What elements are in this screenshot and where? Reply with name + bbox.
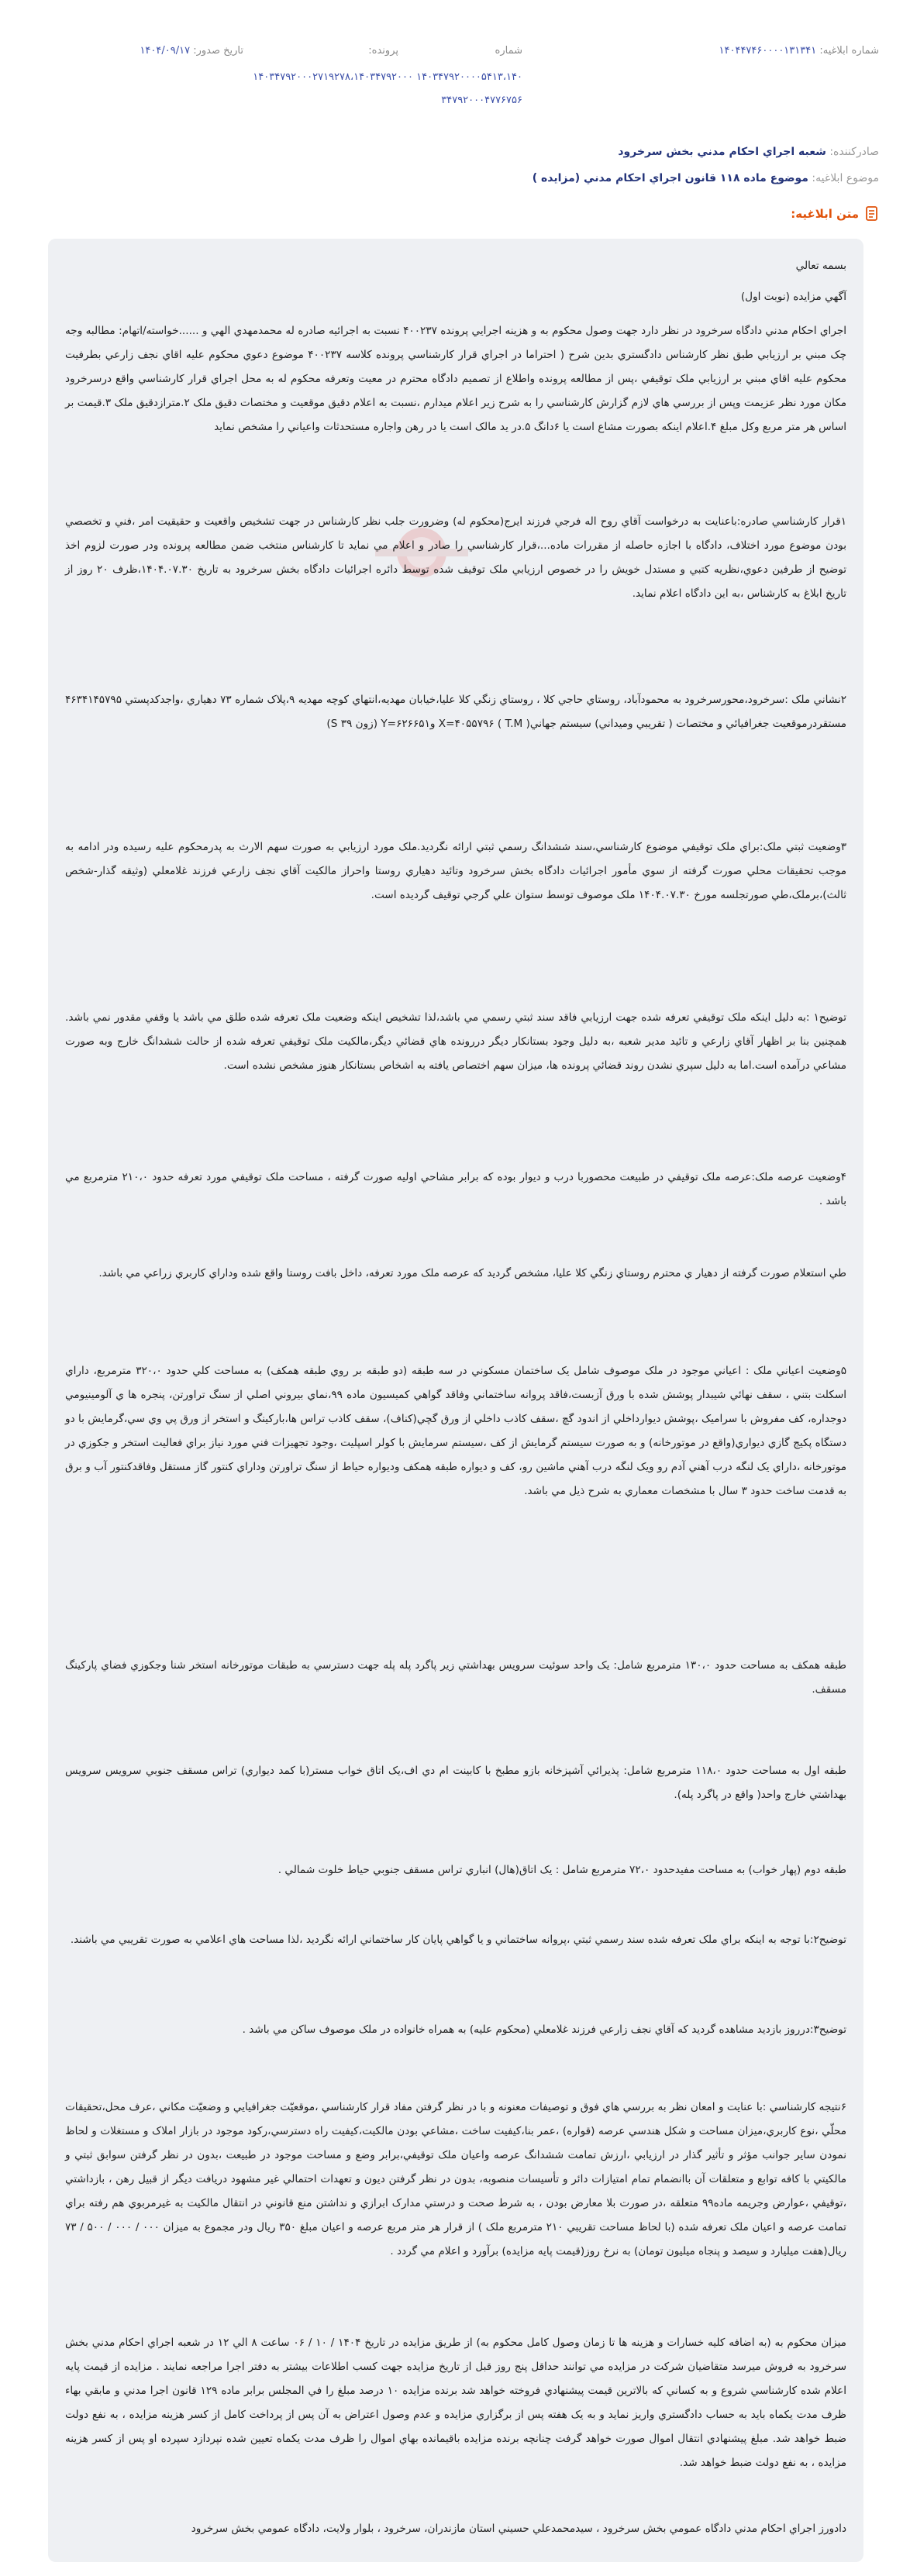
issue-date-label: تاریخ صدور: xyxy=(193,45,243,57)
paragraph-note-3: توضيح۳:درروز بازديد مشاهده گرديد که آقاي نجف زارعي فرزند غلامعلي (محکوم عليه) به همراه خانواده در ملک موصوف ساکن مي باشد . xyxy=(242,2023,846,2036)
file-label: پرونده: xyxy=(368,45,398,57)
issue-date: ۱۴۰۴/۰۹/۱۷ xyxy=(140,45,191,57)
paragraph-expert-result: ۶نتيجه کارشناسي :با عنايت و امعان نظر به بررسي هاي فوق و توصيفات معنونه و با در نظر گرفتن مفاد قرار کارشناسي ،موقعيّت جغرافيايي و وضعيّت مکاني ،عرف محل،تحقيقات محلّي ،نوع کاربري،ميزان مساحت و شکل هندسي عرصه (قواره) ،عمر بنا،کيفيت ساخت ،مشاعي بودن مالکيت،کيفيت راه دسترسي،رکود موجود در بازار املاک و مستغلات و لحاظ نمودن ساير جوانب مؤثر و تأثير گذار در ارزيابي ،ارزش تمامت ششدانگ عرصه واعيان ملک توقيفي،برابر وضع و مساحت موجود در طبيعت ،بدون در نظر گرفتن سوابق ثبتي و مالکيتي با کافه توابع و متعلقات آن باانضمام تمام امتيازات دائر و تأسيسات منصوبه، بدون در نظر گرفتن ديون و تعهدات احتمالي غير مشهود دريافت ديگر از قبيل رهن ، بازداشتي ،توقيفي ،عوارض وجريمه ماده۹۹ متعلقه ،در صورت بلا معارض بودن ، به شرط صحت و درستي مدارک ابرازي و نداشتن منع قانوني در انتقال مالکيت به غيرمربوي هم رفته براي تمامت عرصه و اعيان ملک تعرفه شده (با لحاظ مساحت تقريبي ۲۱۰ مترمربع ملک ) از قرار هر متر مربع عرصه و اعيان مبلغ ۳۵۰ ريال ودر مجموع به ميزان ۰۰۰ / ۰۰۰ / ۵۰۰ / ۷۳ ريال(هفت ميليارد و سيصد و پنجاه ميليون تومان) به نرخ روز(قيمت پايه مزايده) برآورد و اعلام مي گردد . xyxy=(65,2101,846,2257)
notice-body-panel xyxy=(48,239,863,2562)
paragraph-note-2: توضيح۲:با توجه به اينکه براي ملک تعرفه شده سند رسمي ثبتي ،پروانه ساختماني و يا گواهي پايان کار ساختماني ارائه نگرديد ،لذا مساحت هاي اعلامي به صورت تقريبي مي باشند. xyxy=(70,1934,846,1946)
subject-row xyxy=(533,172,879,184)
paragraph-building: ۵وضعيت اعياني ملک : اعياني موجود در ملک موصوف شامل يک ساختمان مسکوني در سه طبقه (دو طبقه بر روي طبقه همکف) به مساحت کلي حدود ۳۲۰،۰ مترمربع، داراي اسکلت بتني ، سقف نهائي شيبدار پوشش شده با ورق آزبست،فاقد پروانه ساختماني وفاقد گواهي کميسيون ماده ۹۹،نماي بيروني اصلي از سنگ تراورتن، پنجره ها ي آلومينيومي دوجداره، کف مفروش با سراميک ،پوشش ديوارداخلي از اندود گچ ،سقف کاذب داخلي از ورق گچي(کناف)، سقف کاذب تراس ها،بارکينگ و استخر از ورق پي وي سي،گرمايش با دو دستگاه پکيج گازي ديواري(واقع در موتورخانه) و به صورت سيستم گرمايش از کف ،سيستم سرمايش با کولر اسپليت ،وجود تجهيزات فني مورد نياز براي فعاليت استخر و جکوزي در موتورخانه ،داراي يک لنگه درب آهني آدم رو ويک لنگه درب آهني ماشين رو، کف و ديواره طبقه همکف وديواره حياط از سنگ تراورتن وداراي کنتور گاز مستقل وفاقدکنتور آب و برق به قدمت ساخت حدود ۳ سال با مشخصات معماري به شرح ذيل مي باشد. xyxy=(65,1365,846,1497)
file-number: ۱۴۰۳۴۷۹۲۰۰۰۲۷۱۹۲۷۸،۱۴۰۳۴۷۹۲۰۰۰ xyxy=(253,71,413,83)
serial-label: شماره xyxy=(495,45,522,57)
paragraph-auction-terms: ميزان محکوم به (به اضافه کليه خسارات و هزينه ها تا زمان وصول کامل محکوم به) از طريق مزايده در تاريخ ۱۴۰۴ / ۱۰ / ۰۶ ساعت ۸ الي ۱۲ در شعبه اجراي احکام مدني بخش سرخرود به فروش ميرسد متقاضيان شرکت در مزايده مي توانند حداقل پنج روز قبل از تاريخ مزايده جهت کسب اطلاعات بيشتر به دفتر اجرا مراجعه نمايند . مزايده از قيمت پايه اعلام شده کارشناسي شروع و به کساني که بالاترين قيمت پيشنهادي فروخته خواهد شد برنده مزايده ۱۰ درصد مبلغ را في المجلس برابر ماده ۱۲۹ قانون اجرا مدني و مابقي بهاء ظرف مدت يکماه بايد به حساب دادگستري واريز نمايد و به يک هفته پس از برگزاري مزايده و عدم وصول اعتراض به آن پس از پرداخت کامل از کسر هزينه مزايده ، به نفع دولت ضبط خواهد شد. مبلغ پيشنهادي انتقال اموال صورت خواهد گرفت چنانچه برنده مزايده باقيمانده بهاي اموال را ظرف مدت يکماه تعيين شده نپردازد سپرده او پس از کسر هزينه مزايده ، به نفع دولت ضبط خواهد شد. xyxy=(65,2337,846,2469)
body-title-row xyxy=(791,206,879,222)
serial-number: ۱۴۰۳۴۷۹۲۰۰۰۰۵۴۱۳،۱۴۰ xyxy=(416,71,522,83)
paragraph-land-status: ۴وضعيت عرصه ملک:عرصه ملک توقيفي در طبيعت محصوربا درب و ديوار بوده که برابر مشاحي اوليه صورت گرفته ، مساحت ملک توقيفي مورد تعرفه حدود ۲۱۰،۰ مترمربع مي باشد . xyxy=(65,1171,846,1207)
paragraph-address: ۲نشاني ملک :سرخرود،محورسرخرود به محمودآباد، روستاي حاجي کلا ، روستاي زنگي کلا عليا،خيابان مهديه،انتهاي کوچه مهديه ۹،پلاک شماره ۷۳ دهياري ،واجدکدپستي ۴۶۳۴۱۴۵۷۹۵ مستقردرموقعيت جغرافيائي و مختصات ( تقريبي وميداني) سيستم جهاني( T.M ) X=۴۰۵۵۷۹۶ وY=۶۲۶۶۵۱ (زون ۳۹ S) xyxy=(65,694,847,730)
notice-header xyxy=(0,26,910,143)
paragraph-second-floor: طبقه دوم (پهار خواب) به مساحت مفيدحدود ۷۲،۰ مترمربع شامل : يک اتاق(هال) انباري تراس مسقف جنوبي حياط خلوت شمالي . xyxy=(277,1864,846,1876)
paragraph-expert-order: ۱قرار کارشناسي صادره:باعنايت به درخواست آقاي روح اله فرجي فرزند ايرج(محکوم له) وضرورت جلب نظر کارشناس در جهت تشخيص واقعيت و حقيقيت امر ،فني و تخصصي بودن موضوع مورد اختلاف، دادگاه با اجازه حاصله از مقررات ماده...،قرار کارشناسي را صادر و اعلام مي نمايد تا کارشناس منتخب ضمن مطالعه پرونده ودر صورت لزوم اخذ توضيح از طرفين دعوي،نظريه کتبي و مستدل خويش را در خصوص ارزيابي ملک توقيف شده توسط دائره اجرائيات دادگاه بخش سرخرود به تاريخ ۱۴۰۴.۰۷.۳۰،ظرف ۲۰ روز از تاريخ ابلاغ به کارشناس ،به اين دادگاه اعلام نمايد. xyxy=(65,515,847,600)
issuer: شعبه اجراي احکام مدني بخش سرخرود xyxy=(618,146,826,158)
paragraph-signature: دادورز اجراي احکام مدني دادگاه عمومي بخش سرخرود ، سيدمحمدعلي حسيني استان مازندران، سرخرود ، بلوار ولايت، دادگاه عمومي بخش سرخرود xyxy=(191,2523,846,2535)
issuer-label: صادرکننده: xyxy=(829,146,879,158)
paragraph-ground-floor: طبقه همکف به مساحت حدود ۱۳۰،۰ مترمربع شامل: يک واحد سوئيت سرويس بهداشتي زير پاگرد پله پله جهت دسترسي به طبقات موتورخانه استخر شنا وجکوزي فضاي پارکينگ مسقف. xyxy=(65,1659,846,1696)
issuer-row xyxy=(618,146,879,158)
subject: موضوع ماده ۱۱۸ قانون اجراي احکام مدني (مزايده ) xyxy=(532,172,808,184)
paragraph-intro: اجراي احکام مدني دادگاه سرخرود در نظر دارد جهت وصول محکوم به و هزينه اجرايي پرونده ۴۰۰۲۳۷ نسبت به اجرائيه صادره له محمدمهدي الهي و ......خواسته/اتهام: مطالبه وجه چک مبني بر ارزيابي طبق نظر کارشناس دادگستري بدين شرح ( احتراما در اجراي قرار کارشناسي پرونده کلاسه ۴۰۰۲۳۷ موضوع دعوي محکوم عليه اقاي نجف زارعي بطرفيت محکوم عليه اقاي مبني بر ارزيابي ملک توقيفي ،پس از مطالعه پرونده واطلاع از تصميم دادگاه محترم در معيت وتعرفه محکوم له به محل اجراي قرار کارشناسي واقع درسرخرود مکان مورد نظر عزيمت وپس از بررسي هاي لازم گزارش کارشناسي را به شرح زير اعلام ميدارم ،نسبت به اعلام دقيق موقعيت و مختصات دقيق ملک ۲.مترازدقيق ملک ۳.قيمت بر اساس هر متر مربع وکل مبلغ ۴.اعلام اينکه بصورت مشاع است يا ۶دانگ ۵.در يد مالک است يا در رهن واجاره مستحدثات واعياني را مشخص نمايد xyxy=(65,325,846,433)
paragraph-inquiry: طي استعلام صورت گرفته از دهيار ي محترم روستاي زنگي کلا عليا، مشخص گرديد که عرصه ملک مورد تعرفه، داخل بافت روستا واقع شده وداراي کاربري زراعي مي باشد. xyxy=(98,1267,846,1279)
notice-number-label: شماره ابلاغیه: xyxy=(819,45,879,57)
subject-label: موضوع ابلاغيه: xyxy=(812,172,879,184)
paragraph-basmala: بسمه تعالي xyxy=(795,260,846,272)
paragraph-first-floor: طبقه اول به مساحت حدود ۱۱۸،۰ مترمربع شامل: پذيرائي آشپزخانه بازو مطبخ با کابينت ام دي اف،يک اتاق خواب مستر(با کمد ديواري) تراس مسقف جنوبي سرويس سرويس بهداشتي خارج واحد( واقع در پاگرد پله). xyxy=(65,1765,846,1801)
paragraph-auction-title: آگهي مزايده (نوبت اول) xyxy=(740,291,846,303)
document-icon xyxy=(865,206,879,222)
file-number-2: ۳۴۷۹۲۰۰۰۴۷۷۶۷۵۶ xyxy=(441,95,522,106)
paragraph-note-1: توضيح۱ :به دليل اينکه ملک توقيفي تعرفه شده جهت ارزيابي فاقد سند ثبتي رسمي مي باشد،لذا تشخيص اينکه وضعيت ملک تعرفه شده طلق مي باشد يا وقفي مقدور نمي باشد. همچنين بنا بر اظهار آقاي زارعي و تائيد مدير شعبه ،به دليل وجود بستانکار ديگر دررونده هاي قضائي ديگر،مالکيت ملک توقيفي تعرفه شده از حالت ششدانگ خارج وبه صورت مشاعي درآمده است.اما به دليل سپري نشدن روند قضائي پرونده ها، ميزان سهم اختصاص يافته به اشخاص بستانکار هنوز مشخص نشده است. xyxy=(65,1011,846,1072)
paragraph-registration: ۳وضعيت ثبتي ملک:براي ملک توقيفي موضوع کارشناسي،سند ششدانگ رسمي ثبتي ارائه نگرديد.ملک مورد ارزيابي به صورت سهم الارث به پدرمحکوم عليه رسيده ودر ادامه به موجب تحقيقات محلي صورت گرفته از سوي مأمور اجرائيات دادگاه بخش سرخرود وتائيد دهياري روستا واحراز مالکيت آقاي نجف زارعي فرزند غلامعلي (وثيقه گذار-شخص ثالث)،برملک،طي صورتجلسه مورخ ۱۴۰۴.۰۷.۳۰ ملک موصوف توسط ستوان علي گرجي توقيف گرديده است. xyxy=(65,841,846,901)
notice-number: ۱۴۰۴۴۷۴۶۰۰۰۰۱۳۱۳۴۱ xyxy=(719,45,817,57)
body-title: متن ابلاغیه: xyxy=(791,207,859,221)
